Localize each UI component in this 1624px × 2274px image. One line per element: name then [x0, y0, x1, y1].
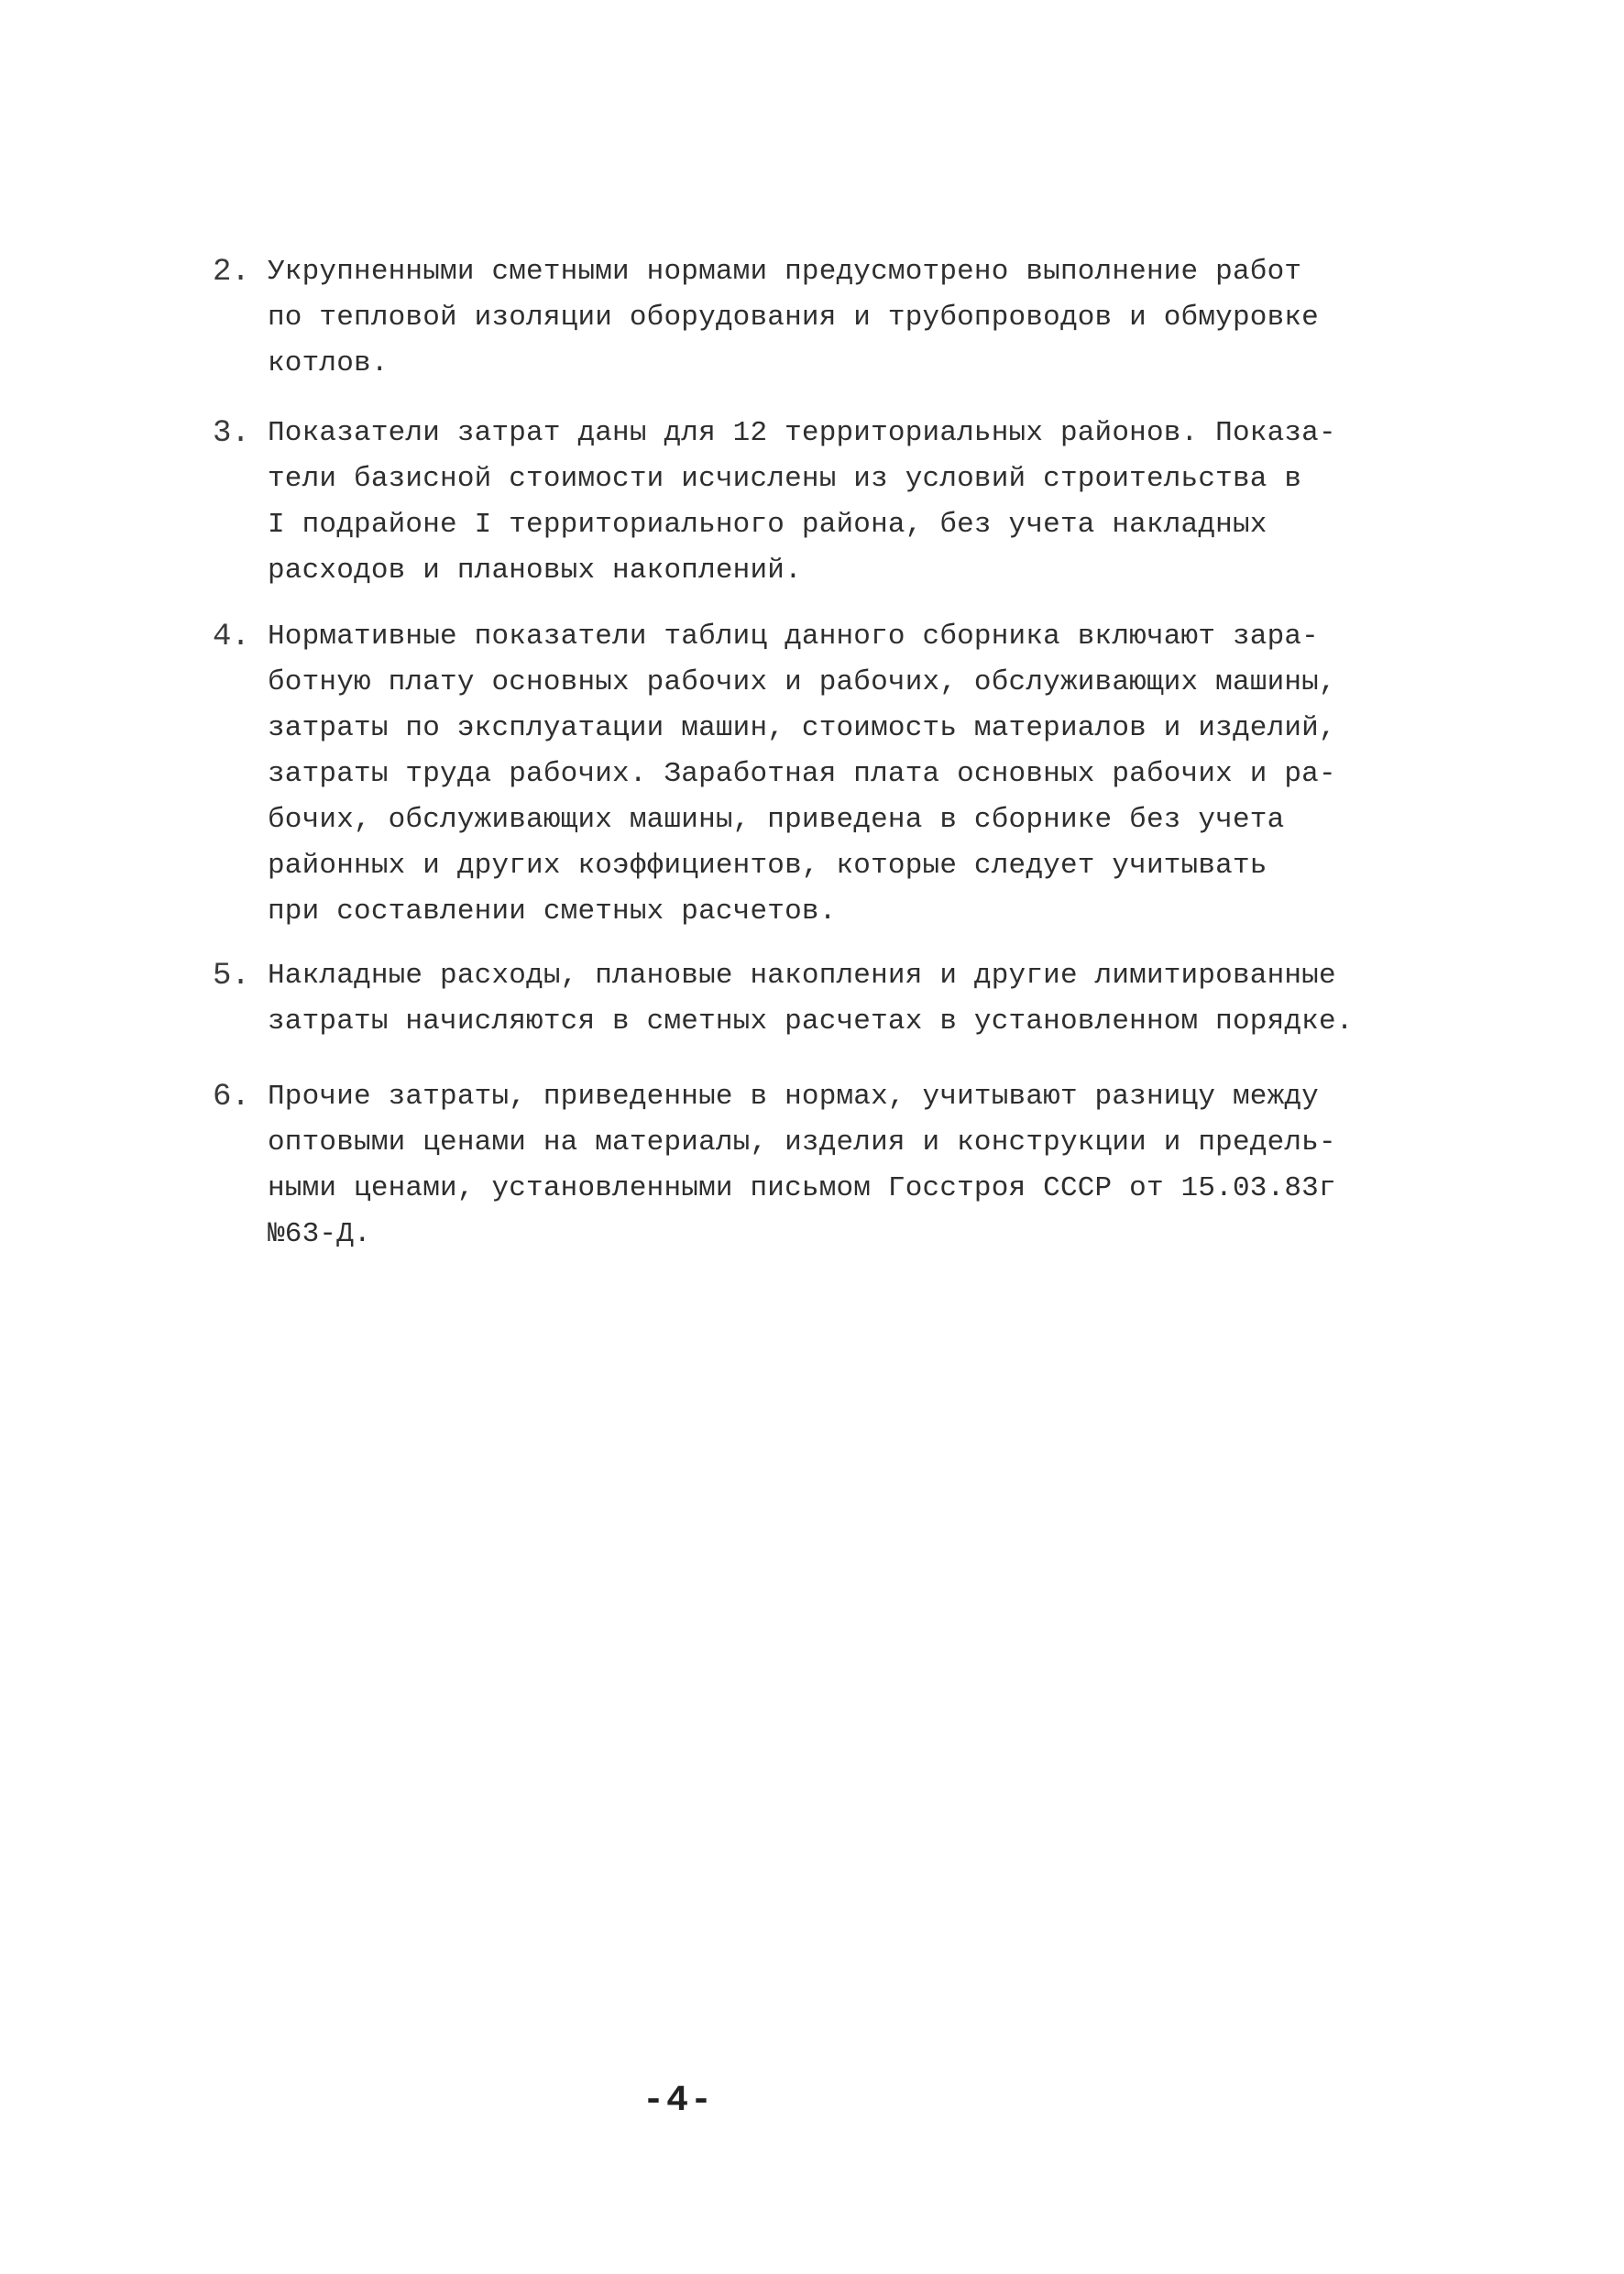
note-item-4 — [213, 614, 1459, 935]
text-line: котлов. — [268, 347, 389, 379]
text-line: затраты начисляются в сметных расчетах в установленном порядке. — [268, 1005, 1354, 1038]
note-item-2 — [213, 249, 1459, 387]
text-line: районных и других коэффициентов, которые следует учитывать — [268, 850, 1267, 882]
note-text — [268, 1074, 1459, 1258]
text-line: затраты труда рабочих. Заработная плата основных рабочих и ра- — [268, 758, 1336, 790]
text-line: ботную плату основных рабочих и рабочих, обслуживающих машины, — [268, 666, 1336, 698]
note-item-5 — [213, 953, 1459, 1045]
text-line: оптовыми ценами на материалы, изделия и конструкции и предель- — [268, 1126, 1336, 1159]
note-number: 4. — [213, 620, 250, 654]
note-text — [268, 953, 1459, 1045]
note-item-3 — [213, 411, 1459, 594]
text-line: тели базисной стоимости исчислены из условий строительства в — [268, 463, 1302, 495]
text-line: I подрайоне I территориального района, без учета накладных — [268, 509, 1267, 541]
note-text — [268, 614, 1459, 935]
text-line: Прочие затраты, приведенные в нормах, учитывают разницу между — [268, 1081, 1319, 1113]
note-number: 3. — [213, 416, 250, 451]
note-number: 5. — [213, 959, 250, 994]
text-line: Показатели затрат даны для 12 территориальных районов. Показа- — [268, 417, 1336, 449]
text-line: №63-Д. — [268, 1218, 371, 1250]
note-text — [268, 249, 1459, 387]
page-number: -4- — [642, 2081, 714, 2122]
text-line: расходов и плановых накоплений. — [268, 555, 802, 587]
text-line: при составлении сметных расчетов. — [268, 895, 837, 928]
note-number: 2. — [213, 255, 250, 290]
note-number: 6. — [213, 1080, 250, 1115]
text-line: Нормативные показатели таблиц данного сборника включают зара- — [268, 621, 1319, 653]
text-line: бочих, обслуживающих машины, приведена в сборнике без учета — [268, 804, 1285, 836]
text-line: Укрупненными сметными нормами предусмотрено выполнение работ — [268, 256, 1302, 288]
note-item-6 — [213, 1074, 1459, 1258]
text-line: затраты по эксплуатации машин, стоимость материалов и изделий, — [268, 712, 1336, 744]
text-line: ными ценами, установленными письмом Госстроя СССР от 15.03.83г — [268, 1172, 1336, 1204]
text-line: по тепловой изоляции оборудования и трубопроводов и обмуровке — [268, 302, 1319, 334]
note-text — [268, 411, 1459, 594]
text-line: Накладные расходы, плановые накопления и другие лимитированные — [268, 960, 1336, 992]
